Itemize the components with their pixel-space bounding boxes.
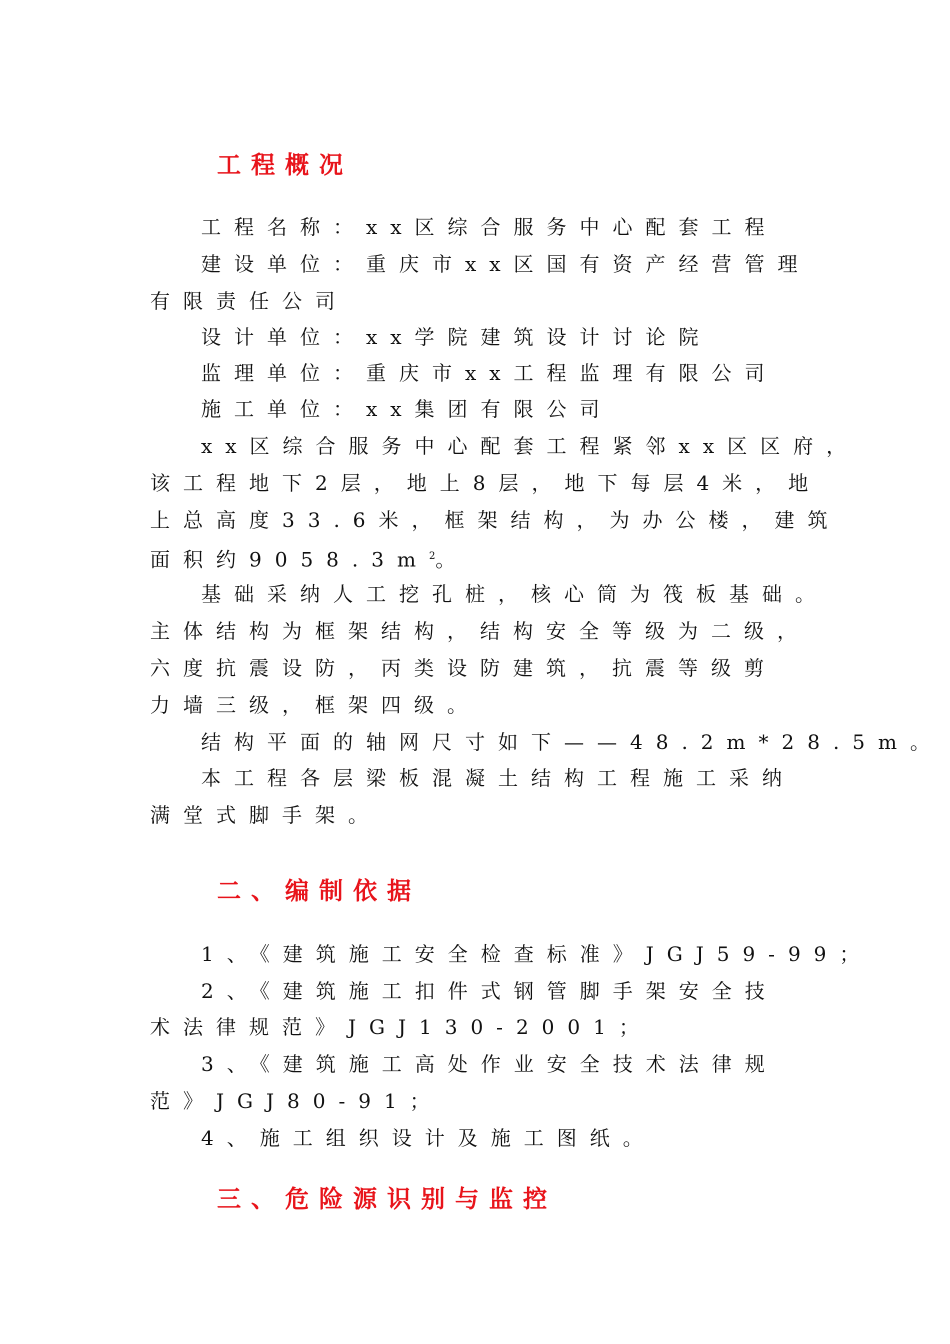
text-line: 监理单位：重庆市xx工程监理有限公司 xyxy=(201,361,778,385)
text-line: 有限责任公司 xyxy=(150,289,348,313)
text-line: xx区综合服务中心配套工程紧邻xx区区府， xyxy=(201,434,860,458)
text-line: 上总高度33.6米，框架结构，为办公楼，建筑 xyxy=(150,508,841,532)
text-line: 六度抗震设防，丙类设防建筑，抗震等级剪 xyxy=(150,656,777,680)
section-heading-overview: 工程概况 xyxy=(217,151,353,179)
text-line: 建设单位：重庆市xx区国有资产经营管理 xyxy=(201,252,811,276)
text-line: 施工单位：xx集团有限公司 xyxy=(201,397,613,421)
text-line: 设计单位：xx学院建筑设计讨论院 xyxy=(201,325,712,349)
area-end: 。 xyxy=(435,547,469,572)
text-line: 基础采纳人工挖孔桩，核心筒为筏板基础。 xyxy=(201,582,828,606)
basis-item: 范》JGJ80-91； xyxy=(150,1089,443,1113)
area-text: 面积约9058.3m xyxy=(150,547,429,572)
text-line: 本工程各层梁板混凝土结构工程施工采纳 xyxy=(201,766,795,790)
basis-item: 术法律规范》JGJ130-2001； xyxy=(150,1015,652,1039)
text-line: 力墙三级，框架四级。 xyxy=(150,693,480,717)
section-heading-basis: 二、编制依据 xyxy=(217,877,421,905)
text-line: 满堂式脚手架。 xyxy=(150,803,381,827)
text-line-area xyxy=(150,543,468,574)
text-line: 结构平面的轴网尺寸如下——48.2m*28.5m。 xyxy=(201,730,943,754)
basis-item: 4、施工组织设计及施工图纸。 xyxy=(201,1126,656,1150)
area-superscript: 2 xyxy=(428,551,436,562)
text-line: 工程名称：xx区综合服务中心配套工程 xyxy=(201,215,778,239)
text-line: 该工程地下2层，地上8层，地下每层4米，地 xyxy=(150,471,822,495)
basis-item: 1、《建筑施工安全检查标准》JGJ59-99； xyxy=(201,942,873,966)
section-heading-hazards: 三、危险源识别与监控 xyxy=(217,1185,557,1213)
basis-item: 3、《建筑施工高处作业安全技术法律规 xyxy=(201,1052,778,1076)
text-line: 主体结构为框架结构，结构安全等级为二级， xyxy=(150,619,810,643)
basis-item: 2、《建筑施工扣件式钢管脚手架安全技 xyxy=(201,979,778,1003)
